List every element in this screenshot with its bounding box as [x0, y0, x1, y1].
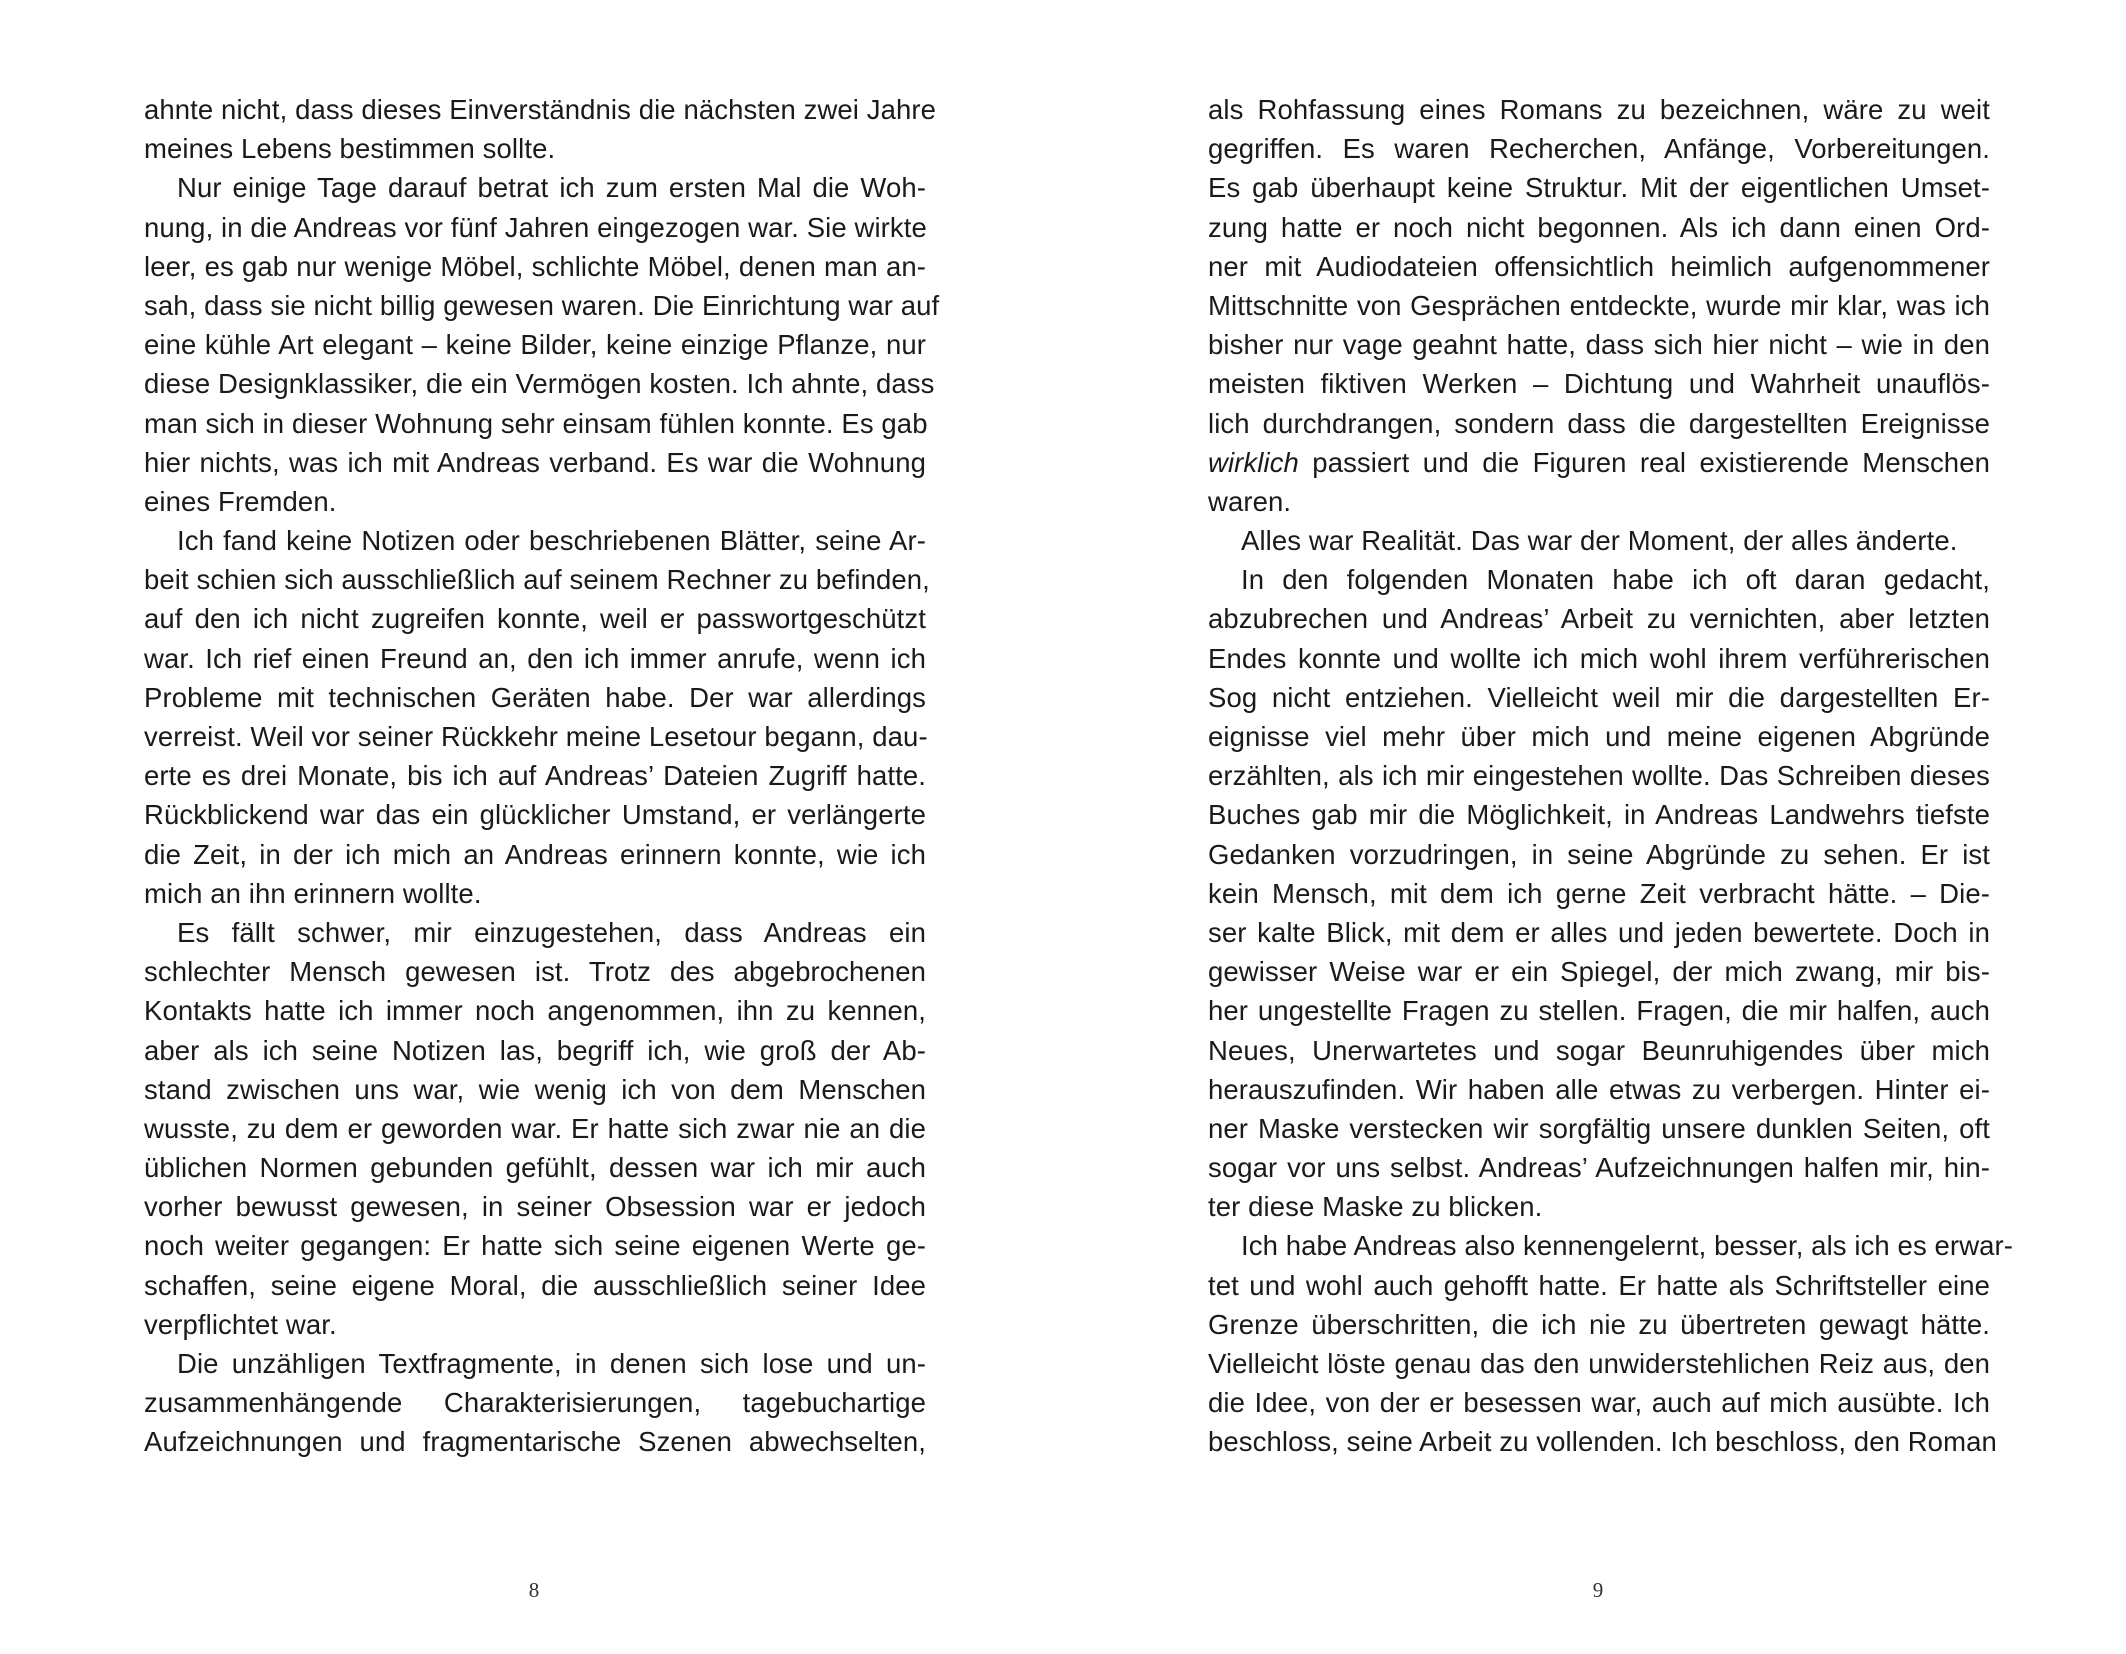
- text-line: Es gab überhaupt keine Struktur. Mit der eigentlichen Umset-: [1208, 172, 1990, 204]
- text-line: hier nichts, was ich mit Andreas verband. Es war die Wohnung: [144, 446, 926, 478]
- text-line: Nur einige Tage darauf betrat ich zum ersten Mal die Woh-: [177, 172, 926, 204]
- text-line: ahnte nicht, dass dieses Einverständnis die nächsten zwei Jahre: [144, 94, 937, 125]
- left-page-text: [144, 90, 940, 1462]
- page-number: 8: [528, 1578, 540, 1602]
- text-line: sah, dass sie nicht billig gewesen waren. Die Einrichtung war auf: [144, 289, 940, 321]
- text-line: Grenze überschritten, die ich nie zu übertreten gewagt hätte.: [1208, 1308, 1990, 1340]
- text-line: Die unzähligen Textfragmente, in denen sich lose und un-: [177, 1348, 926, 1379]
- text-line: In den folgenden Monaten habe ich oft daran gedacht,: [1241, 564, 1990, 596]
- text-line: eines Fremden.: [144, 485, 337, 517]
- text-line: wusste, zu dem er geworden war. Er hatte sich zwar nie an die: [144, 1112, 926, 1144]
- text-line: schlechter Mensch gewesen ist. Trotz des abgebrochenen: [144, 956, 926, 988]
- text-line: mich an ihn erinnern wollte.: [144, 877, 482, 909]
- text-line: vorher bewusst gewesen, in seiner Obsession war er jedoch: [144, 1191, 926, 1223]
- text-line: her ungestellte Fragen zu stellen. Fragen, die mir halfen, auch: [1208, 995, 1990, 1027]
- text-line: auf den ich nicht zugreifen konnte, weil er passwortgeschützt: [144, 603, 926, 635]
- text-line: zusammenhängende Charakterisierungen, tagebuchartige: [144, 1387, 926, 1419]
- text-line: Endes konnte und wollte ich mich wohl ihrem verführerischen: [1208, 642, 1990, 674]
- text-line: stand zwischen uns war, wie wenig ich von dem Menschen: [144, 1073, 926, 1105]
- text-line: ser kalte Blick, mit dem er alles und jeden bewertete. Doch in: [1208, 916, 1990, 948]
- text-line: meines Lebens bestimmen sollte.: [144, 133, 556, 165]
- text-line: abzubrechen und Andreas’ Arbeit zu vernichten, aber letzten: [1208, 603, 1990, 635]
- text-line: Mittschnitte von Gesprächen entdeckte, wurde mir klar, was ich: [1208, 289, 1990, 321]
- text-line: zung hatte er noch nicht begonnen. Als ich dann einen Ord-: [1208, 211, 1990, 243]
- text-line: die Zeit, in der ich mich an Andreas erinnern konnte, wie ich: [144, 838, 926, 870]
- text-line: Probleme mit technischen Geräten habe. Der war allerdings: [144, 681, 926, 713]
- text-line: Ich fand keine Notizen oder beschriebenen Blätter, seine Ar-: [177, 525, 926, 557]
- text-line: Kontakts hatte ich immer noch angenommen, ihn zu kennen,: [144, 995, 926, 1027]
- text-line: sogar vor uns selbst. Andreas’ Aufzeichnungen halfen mir, hin-: [1208, 1152, 1990, 1184]
- text-line: Aufzeichnungen und fragmentarische Szenen abwechselten,: [144, 1426, 926, 1458]
- emphasis-word: wirklich: [1208, 446, 1299, 478]
- text-line: waren.: [1208, 485, 1292, 517]
- text-line: noch weiter gegangen: Er hatte sich seine eigenen Werte ge-: [144, 1230, 926, 1262]
- text-line: herauszufinden. Wir haben alle etwas zu verbergen. Hinter ei-: [1208, 1073, 1990, 1105]
- text-line: lich durchdrangen, sondern dass die dargestellten Ereignisse: [1208, 407, 1990, 439]
- text-line: Gedanken vorzudringen, in seine Abgründe zu sehen. Er ist: [1208, 838, 1990, 870]
- text-line: war. Ich rief einen Freund an, den ich immer anrufe, wenn ich: [144, 642, 926, 674]
- text-line: leer, es gab nur wenige Möbel, schlichte Möbel, denen man an-: [144, 250, 926, 282]
- text-line: üblichen Normen gebunden gefühlt, dessen war ich mir auch: [144, 1152, 926, 1184]
- text-line: Es fällt schwer, mir einzugestehen, dass Andreas ein: [177, 916, 926, 948]
- text-line: kein Mensch, mit dem ich gerne Zeit verbracht hätte. – Die-: [1208, 877, 1990, 909]
- text-line: Ich habe Andreas also kennengelernt, besser, als ich es erwar-: [1241, 1230, 2014, 1262]
- text-line: diese Designklassiker, die ein Vermögen kosten. Ich ahnte, dass: [144, 368, 935, 400]
- text-line: Sog nicht entziehen. Vielleicht weil mir die dargestellten Er-: [1208, 681, 1990, 713]
- page-number: 9: [1592, 1578, 1604, 1602]
- text-line: nung, in die Andreas vor fünf Jahren eingezogen war. Sie wirkte: [144, 211, 927, 243]
- text-line: erte es drei Monate, bis ich auf Andreas’ Dateien Zugriff hatte.: [144, 760, 926, 792]
- text-line: man sich in dieser Wohnung sehr einsam fühlen konnte. Es gab: [144, 407, 928, 439]
- right-page-text: [1208, 90, 2014, 1462]
- text-line: schaffen, seine eigene Moral, die ausschließlich seiner Idee: [144, 1269, 926, 1301]
- text-line: beschloss, seine Arbeit zu vollenden. Ich beschloss, den Roman: [1208, 1426, 1997, 1458]
- text-line: Rückblickend war das ein glücklicher Umstand, er verlängerte: [144, 799, 926, 831]
- text-line: aber als ich seine Notizen las, begriff ich, wie groß der Ab-: [144, 1034, 926, 1066]
- text-line-emphasis: [1208, 443, 1990, 482]
- text-line: eine kühle Art elegant – keine Bilder, keine einzige Pflanze, nur: [144, 329, 926, 361]
- text-line: verreist. Weil vor seiner Rückkehr meine Lesetour begann, dau-: [144, 721, 928, 752]
- text-line: gegriffen. Es waren Recherchen, Anfänge, Vorbereitungen.: [1208, 133, 1990, 165]
- text-line: ner Maske verstecken wir sorgfältig unsere dunklen Seiten, oft: [1208, 1112, 1990, 1144]
- text-line-rest: passiert und die Figuren real existierende Menschen: [1312, 446, 1990, 478]
- text-line: Vielleicht löste genau das den unwiderstehlichen Reiz aus, den: [1208, 1348, 1990, 1379]
- text-line: als Rohfassung eines Romans zu bezeichnen, wäre zu weit: [1208, 94, 1990, 125]
- text-line: erzählten, als ich mir eingestehen wollte. Das Schreiben dieses: [1208, 760, 1990, 792]
- text-line: ter diese Maske zu blicken.: [1208, 1191, 1543, 1223]
- text-line: tet und wohl auch gehofft hatte. Er hatte als Schriftsteller eine: [1208, 1269, 1990, 1301]
- text-line: Alles war Realität. Das war der Moment, der alles änderte.: [1241, 525, 1958, 557]
- right-page: [1063, 0, 2126, 1654]
- text-line: meisten fiktiven Werken – Dichtung und Wahrheit unauflös-: [1208, 368, 1990, 400]
- text-line: Buches gab mir die Möglichkeit, in Andreas Landwehrs tiefste: [1208, 799, 1990, 831]
- text-line: eignisse viel mehr über mich und meine eigenen Abgründe: [1208, 721, 1990, 752]
- text-line: bisher nur vage geahnt hatte, dass sich hier nicht – wie in den: [1208, 329, 1990, 361]
- text-line: verpflichtet war.: [144, 1308, 337, 1340]
- text-line: gewisser Weise war er ein Spiegel, der mich zwang, mir bis-: [1208, 956, 1990, 988]
- text-line: Neues, Unerwartetes und sogar Beunruhigendes über mich: [1208, 1034, 1990, 1066]
- text-line: ner mit Audiodateien offensichtlich heimlich aufgenommener: [1208, 250, 1990, 282]
- text-line: beit schien sich ausschließlich auf seinem Rechner zu befinden,: [144, 564, 930, 596]
- text-line: die Idee, von der er besessen war, auch auf mich ausübte. Ich: [1208, 1387, 1990, 1419]
